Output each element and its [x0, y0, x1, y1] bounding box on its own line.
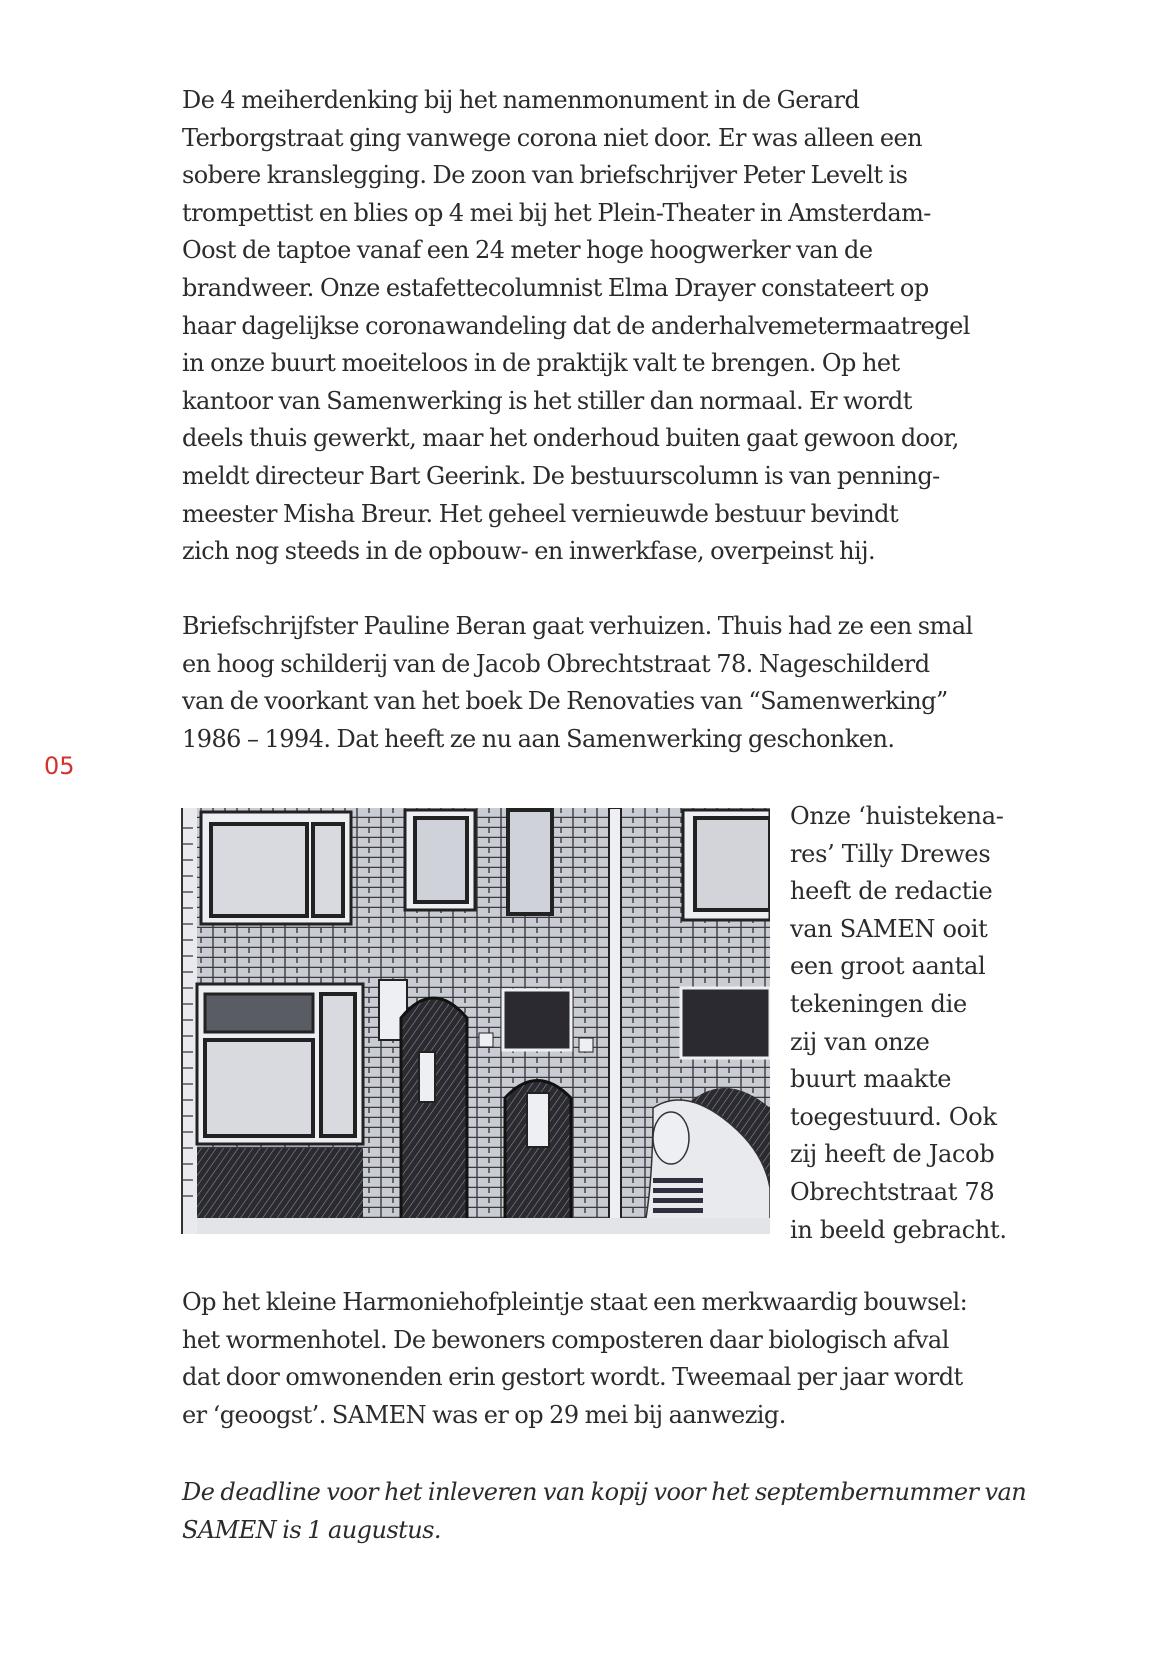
- side-caption: [790, 798, 1090, 1249]
- text-line: brandweer. Onze estafettecolumnist Elma Drayer constateert op: [182, 273, 929, 302]
- text-line: in beeld gebracht.: [790, 1215, 1007, 1244]
- text-line: van SAMEN ooit: [790, 914, 988, 943]
- facade-drawing-icon: [183, 808, 770, 1234]
- text-line: meester Misha Breur. Het geheel vernieuwde bestuur bevindt: [182, 499, 899, 528]
- text-line: SAMEN is 1 augustus.: [182, 1515, 441, 1544]
- text-line: zich nog steeds in de opbouw- en inwerkfase, overpeinst hij.: [182, 537, 876, 566]
- paragraph-intro: [182, 82, 1062, 571]
- text-line: en hoog schilderij van de Jacob Obrechtstraat 78. Nageschilderd: [182, 649, 930, 678]
- text-line: Onze ‘huistekena-: [790, 802, 1004, 830]
- paragraph-deadline: [182, 1474, 1062, 1549]
- text-line: heeft de redactie: [790, 877, 993, 906]
- text-line: tekeningen die: [790, 989, 967, 1018]
- text-line: Obrechtstraat 78: [790, 1177, 995, 1206]
- text-line: meldt directeur Bart Geerink. De bestuurscolumn is van penning-: [182, 461, 940, 490]
- text-line: Oost de taptoe vanaf een 24 meter hoge hoogwerker van de: [182, 236, 873, 265]
- text-line: buurt maakte: [790, 1065, 952, 1094]
- text-line: toegestuurd. Ook: [790, 1102, 997, 1131]
- text-line: deels thuis gewerkt, maar het onderhoud buiten gaat gewoon door,: [182, 424, 959, 453]
- text-line: het wormenhotel. De bewoners composteren daar biologisch afval: [182, 1325, 949, 1354]
- text-line: sobere kranslegging. De zoon van briefschrijver Peter Levelt is: [182, 161, 908, 190]
- text-line: De 4 meiherdenking bij het namenmonument in de Gerard: [182, 86, 860, 114]
- text-line: De deadline voor het inleveren van kopij voor het septembernummer van: [182, 1478, 1027, 1506]
- text-line: kantoor van Samenwerking is het stiller dan normaal. Er wordt: [182, 386, 912, 415]
- text-line: zij heeft de Jacob: [790, 1140, 995, 1169]
- text-line: er ‘geoogst’. SAMEN was er op 29 mei bij aanwezig.: [182, 1400, 786, 1429]
- text-line: Briefschrijfster Pauline Beran gaat verhuizen. Thuis had ze een smal: [182, 612, 973, 640]
- text-line: haar dagelijkse coronawandeling dat de anderhalvemetermaatregel: [182, 311, 970, 340]
- text-line: 1986 – 1994. Dat heeft ze nu aan Samenwerking geschonken.: [182, 724, 895, 753]
- text-line: zij van onze: [790, 1027, 930, 1056]
- drawing-image: [181, 808, 770, 1234]
- text-line: in onze buurt moeiteloos in de praktijk valt te brengen. Op het: [182, 349, 900, 378]
- text-line: van de voorkant van het boek De Renovaties van “Samenwerking”: [182, 687, 948, 716]
- text-line: Op het kleine Harmoniehofpleintje staat een merkwaardig bouwsel:: [182, 1288, 968, 1316]
- page-number: 05: [44, 752, 75, 780]
- text-line: een groot aantal: [790, 952, 986, 981]
- text-line: res’ Tilly Drewes: [790, 839, 991, 868]
- text-line: dat door omwonenden erin gestort wordt. Tweemaal per jaar wordt: [182, 1363, 963, 1392]
- text-line: trompettist en blies op 4 mei bij het Plein-Theater in Amsterdam-: [182, 198, 931, 227]
- paragraph-wormenhotel: [182, 1284, 1062, 1434]
- text-line: Terborgstraat ging vanwege corona niet door. Er was alleen een: [182, 123, 923, 152]
- paragraph-painting: [182, 608, 1062, 758]
